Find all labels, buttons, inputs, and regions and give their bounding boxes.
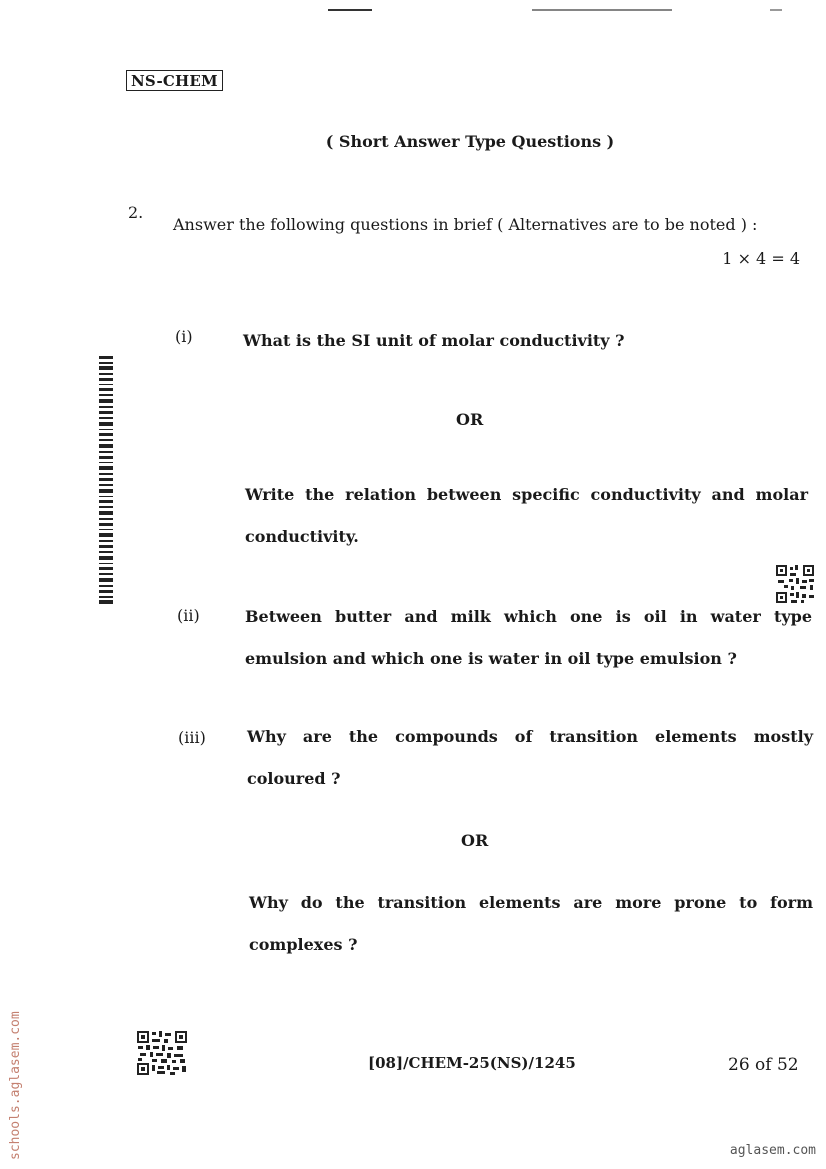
subquestion-alternative-text: Why do the transition elements are more prone to form complexes ? <box>249 893 813 954</box>
subquestion-alternative-text: Write the relation between specific conductivity and molar conductivity. <box>245 485 808 546</box>
subquestion-label: (i) <box>175 327 193 346</box>
section-title: ( Short Answer Type Questions ) <box>325 132 615 151</box>
paper-code: [08]/CHEM-25(NS)/1245 <box>368 1054 576 1072</box>
barcode <box>99 356 113 604</box>
question-marks: 1 × 4 = 4 <box>722 249 800 268</box>
subquestion-text: What is the SI unit of molar conductivity ? <box>243 331 625 350</box>
side-watermark: schools.aglasem.com <box>8 1011 23 1160</box>
question-text: Answer the following questions in brief ( Alternatives are to be noted ) : <box>173 215 758 234</box>
page-number: 26 of 52 <box>728 1055 799 1075</box>
qr-code-icon <box>137 1031 187 1075</box>
paper-tag: NS-CHEM <box>126 70 223 91</box>
scan-artifact <box>532 9 672 11</box>
question-number: 2. <box>128 203 144 222</box>
corner-watermark: aglasem.com <box>729 1143 816 1158</box>
scan-artifact <box>770 9 782 11</box>
or-separator: OR <box>461 831 489 850</box>
or-separator: OR <box>456 410 484 429</box>
subquestion-label: (ii) <box>177 606 200 625</box>
subquestion-text: Between butter and milk which one is oil in water type emulsion and which one is water in oil type emulsion ? <box>245 607 812 668</box>
qr-code-icon <box>776 565 814 603</box>
subquestion-label: (iii) <box>178 728 206 747</box>
scan-artifact <box>328 9 372 11</box>
subquestion-text: Why are the compounds of transition elements mostly coloured ? <box>247 727 813 788</box>
